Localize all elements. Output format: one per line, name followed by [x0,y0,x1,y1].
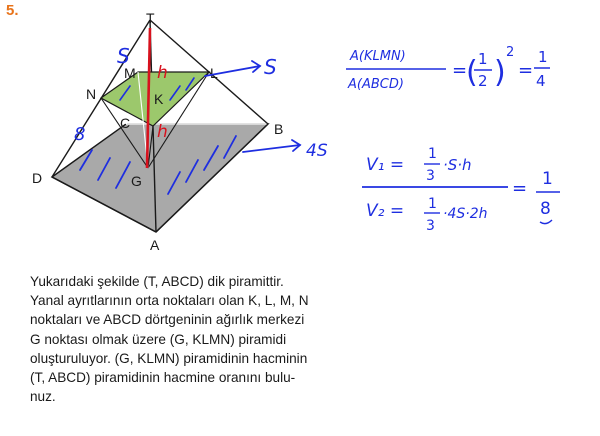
area-ratio-numerator: A(KLMN) [350,49,406,64]
area-ratio-open-paren: ( [466,55,478,90]
arrow-to-4s [243,140,300,152]
volume-ratio-result-den: 8 [540,199,551,219]
problem-text [30,272,410,406]
area-ratio-work [346,45,550,92]
volume-ratio-result-num: 1 [542,169,553,189]
label-g: G [131,173,142,189]
base-area-label: 4S [306,141,328,161]
v2-rest: ·4S·2h [443,206,488,222]
area-ratio-result-den: 4 [536,72,546,90]
label-a: A [150,237,160,253]
area-ratio-equals-2: = [518,60,534,81]
v1-rest: ·S·h [443,156,472,174]
upper-area-label: S [264,55,277,79]
label-t: T [146,10,155,26]
volume-ratio-equals: = [512,178,528,199]
problem-line: Yukarıdaki şekilde (T, ABCD) dik piramittir. [30,274,284,289]
edge-mark-lower: 8 [74,124,86,145]
label-b: B [274,121,284,137]
label-c: C [120,115,131,131]
v2-label: V₂ = [366,201,405,221]
area-ratio-result-num: 1 [538,48,548,66]
problem-line: (T, ABCD) piramidinin hacmine oranını bulu- [30,370,296,386]
problem-line: G noktası olmak üzere (G, KLMN) piramidi [30,331,287,347]
edge-mark-upper: S [117,44,130,68]
v1-label: V₁ = [366,155,405,175]
problem-line: oluşturuluyor. (G, KLMN) piramidinin hacminin [30,350,308,366]
v2-frac-den: 3 [426,218,435,234]
problem-line: Yanal ayrıtlarının orta noktaları olan K, L, M, N [30,293,309,309]
height-label-top: h [157,63,168,83]
v1-frac-num: 1 [428,146,437,162]
area-ratio-exponent: 2 [506,45,515,60]
height-label-bottom: h [157,122,168,142]
v2-frac-num: 1 [428,196,437,212]
label-d: D [32,170,43,186]
volume-ratio-work [362,146,560,234]
area-ratio-equals: = [452,60,468,81]
label-k: K [154,91,164,107]
label-m: M [124,65,136,81]
label-n: N [86,86,97,102]
problem-line: nuz. [30,389,56,405]
area-ratio-paren-num: 1 [478,50,488,68]
label-l: L [210,65,218,81]
question-number: 5. [6,2,19,19]
problem-line: noktaları ve ABCD dörtgeninin ağırlık merkezi [30,312,305,328]
result-tick [540,220,552,224]
area-ratio-paren-den: 2 [478,72,488,90]
area-ratio-denominator: A(ABCD) [348,77,404,92]
v1-frac-den: 3 [426,168,435,184]
area-ratio-close-paren: ) [494,55,506,90]
